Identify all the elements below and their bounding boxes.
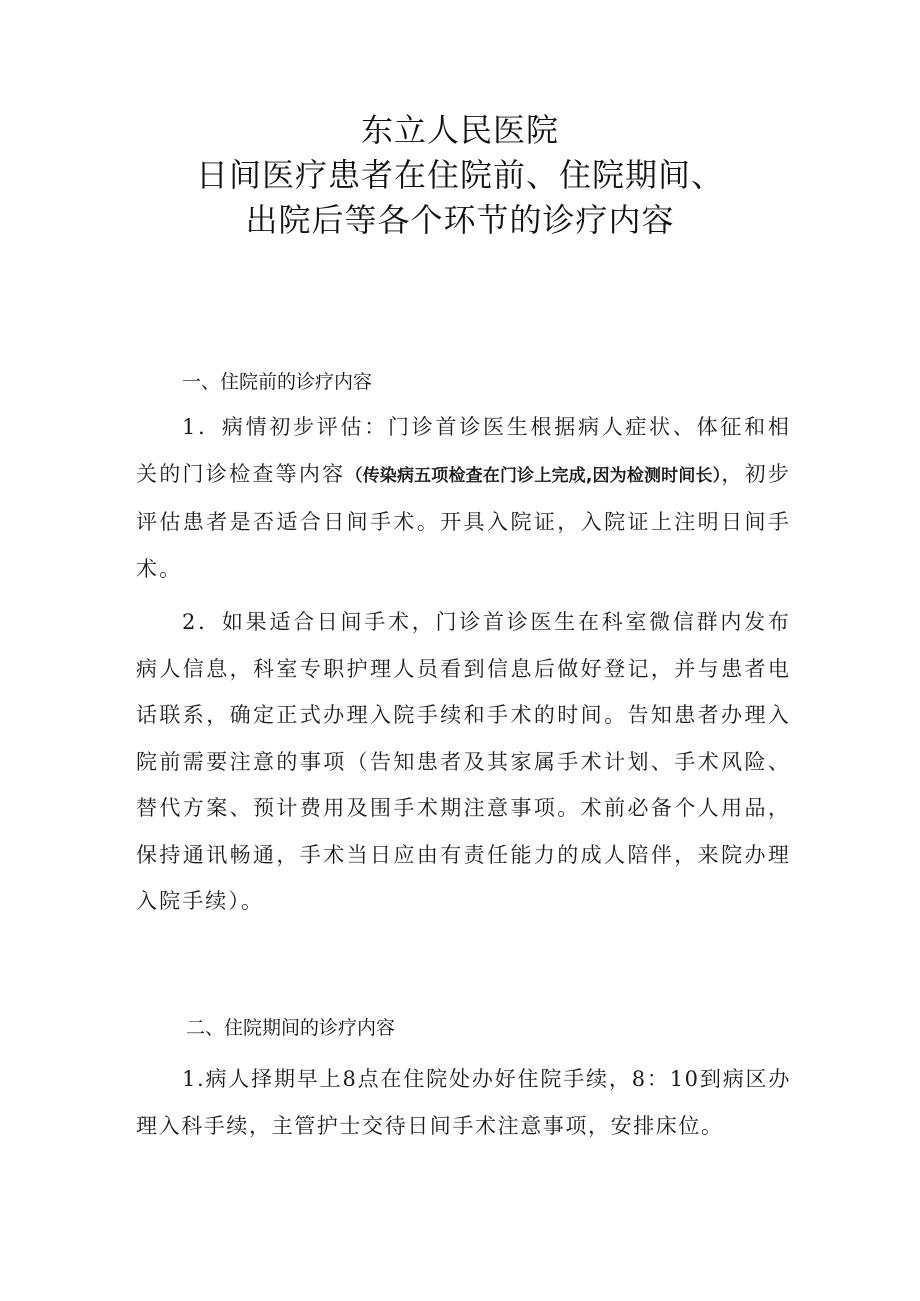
paragraph-text: ，初步评估患者是否适合日间手术。开具入院证，入院证上注明日间手术。 [136, 461, 791, 581]
title-hospital-name: 东立人民医院 [360, 111, 559, 149]
section-heading-hospitalization: 二、住院期间的诊疗内容 [186, 1017, 396, 1039]
paragraph-admission-procedure: 1.病人择期早上8点在住院处办好住院手续，8：10到病区办理入科手续，主管护士交待日间手术注意事项，安排床位。 [136, 1067, 791, 1138]
paragraph-initial-assessment [136, 404, 791, 592]
title-line-3: 出院后等各个环节的诊疗内容 [245, 201, 675, 239]
section-heading-pre-admission: 一、住院前的诊疗内容 [182, 371, 373, 393]
infectious-disease-note: （传染病五项检查在门诊上完成,因为检测时间长） [345, 465, 722, 486]
paragraph-scheduling: 2．如果适合日间手术，门诊首诊医生在科室微信群内发布病人信息，科室专职护理人员看到信息后做好登记，并与患者电话联系，确定正式办理入院手续和手术的时间。告知患者办理入院前需要注意的事项（告知患者及其家属手术计划、手术风险、替代方案、预计费用及围手术期注意事项。术前必备个人用品，保持通讯畅通，手术当日应由有责任能力的成人陪伴，来院办理入院手续）。 [136, 610, 791, 913]
document-title [0, 108, 920, 243]
paragraph-text: 1．病情初步评估：门诊首诊医生根据病人症状、体征和相关的门诊检查等内容 [136, 415, 791, 486]
title-line-2: 日间医疗患者在住院前、住院期间、 [195, 156, 724, 194]
